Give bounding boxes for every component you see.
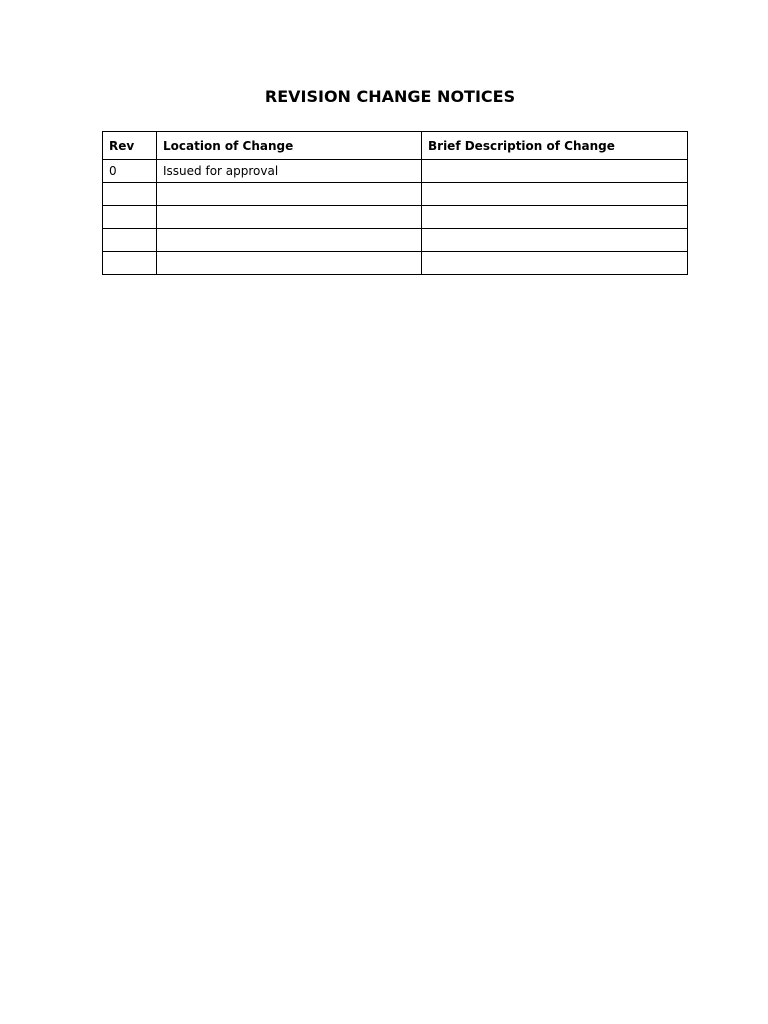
table-row (103, 160, 688, 183)
page-title: REVISION CHANGE NOTICES (264, 87, 516, 106)
cell-description (422, 206, 688, 229)
column-header-rev: Rev (103, 132, 157, 160)
cell-location (157, 206, 422, 229)
cell-location (157, 252, 422, 275)
revision-table (102, 131, 688, 275)
cell-location (157, 183, 422, 206)
table-row (103, 252, 688, 275)
cell-description (422, 160, 688, 183)
cell-location: Issued for approval (157, 160, 422, 183)
cell-rev (103, 206, 157, 229)
table-header-row (103, 132, 688, 160)
cell-description (422, 229, 688, 252)
cell-rev: 0 (103, 160, 157, 183)
column-header-location: Location of Change (157, 132, 422, 160)
cell-description (422, 252, 688, 275)
table-row (103, 229, 688, 252)
column-header-description: Brief Description of Change (422, 132, 688, 160)
cell-description (422, 183, 688, 206)
cell-location (157, 229, 422, 252)
cell-rev (103, 183, 157, 206)
table-row (103, 183, 688, 206)
table-row (103, 206, 688, 229)
cell-rev (103, 229, 157, 252)
cell-rev (103, 252, 157, 275)
